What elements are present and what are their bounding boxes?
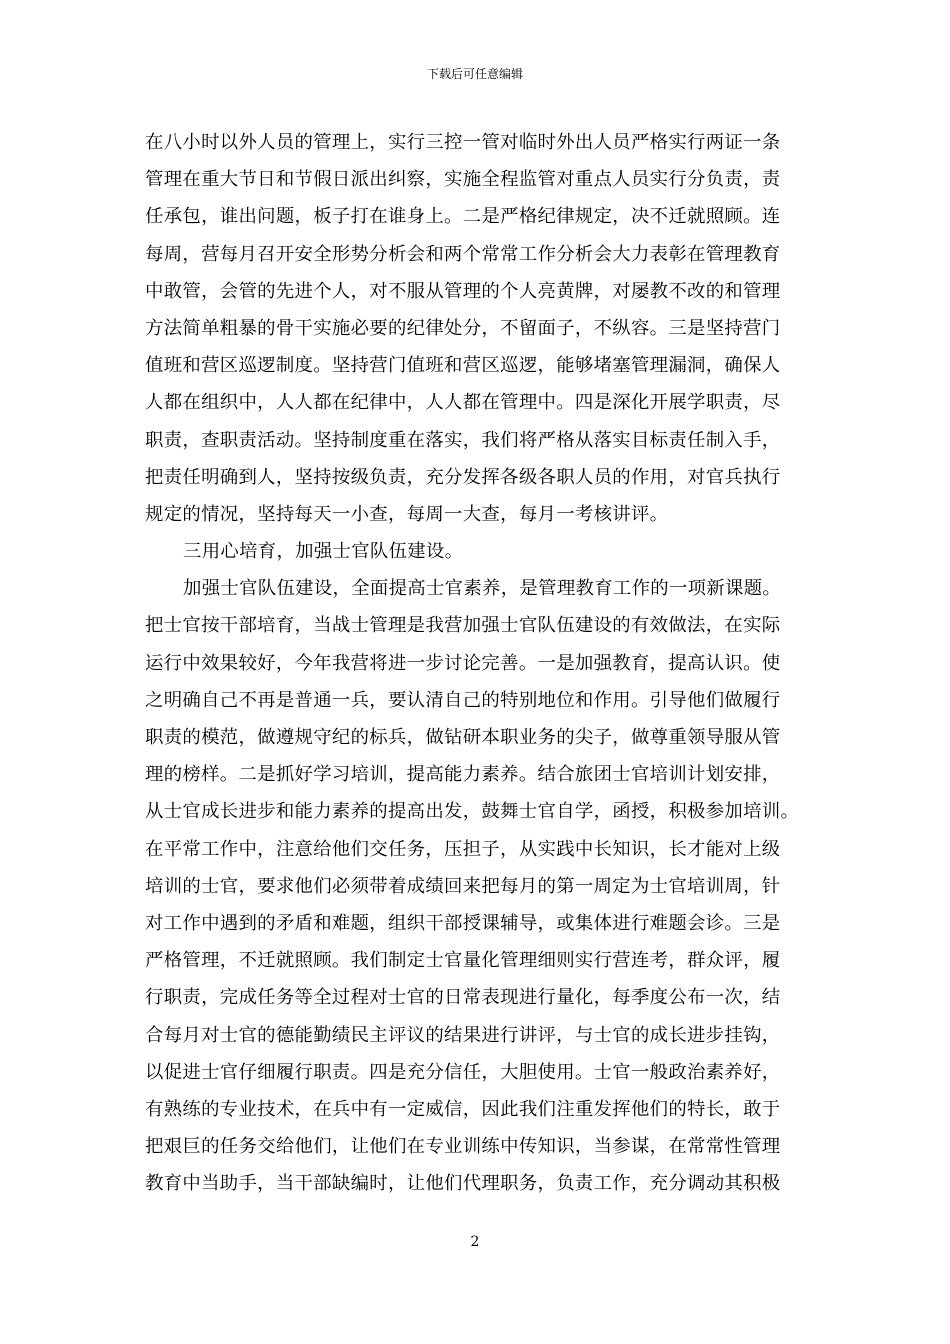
document-body (145, 124, 809, 1202)
text-line: 职责的模范，做遵规守纪的标兵，做钻研本职业务的尖子，做尊重领导服从管 (145, 727, 781, 748)
text-line: 加强士官队伍建设，全面提高士官素养，是管理教育工作的一项新课题。 (183, 578, 782, 600)
text-line: 合每月对士官的德能勤绩民主评议的结果进行讲评，与士官的成长进步挂钩， (145, 1024, 781, 1046)
header-text: 下载后可任意编辑 (426, 67, 523, 81)
text-line: 培训的士官，要求他们必须带着成绩回来把每月的第一周定为士官培训周，针 (145, 875, 781, 897)
text-line: 规定的情况，坚持每天一小查，每周一大查，每月一考核讲评。 (145, 503, 669, 525)
page-header (0, 66, 950, 82)
text-line: 在平常工作中，注意给他们交任务，压担子，从实践中长知识，长才能对上级 (145, 838, 781, 860)
text-line: 职责，查职责活动。坚持制度重在落实，我们将严格从落实目标责任制入手， (145, 429, 781, 451)
text-line: 之明确自己不再是普通一兵，要认清自己的特别地位和作用。引导他们做履行 (145, 689, 781, 711)
text-line: 中敢管，会管的先进个人，对不服从管理的个人亮黄牌，对屡教不改的和管理 (145, 280, 781, 302)
text-line: 三用心培育，加强士官队伍建设。 (183, 541, 464, 563)
text-line: 对工作中遇到的矛盾和难题，组织干部授课辅导，或集体进行难题会诊。三是 (145, 912, 781, 934)
text-line: 任承包，谁出问题，板子打在谁身上。二是严格纪律规定，决不迁就照顾。连 (145, 206, 781, 228)
text-line: 管理在重大节日和节假日派出纠察，实施全程监管对重点人员实行分负责，责 (145, 169, 781, 191)
text-line: 把责任明确到人，坚持按级负责，充分发挥各级各职人员的作用，对官兵执行 (145, 466, 781, 488)
text-line: 以促进士官仔细履行职责。四是充分信任，大胆使用。士官一般政治素养好， (145, 1061, 781, 1083)
text-line: 每周，营每月召开安全形势分析会和两个常常工作分析会大力表彰在管理教育 (145, 243, 781, 265)
text-line: 把艰巨的任务交给他们，让他们在专业训练中传知识，当参谋，在常常性管理 (145, 1136, 781, 1158)
text-line: 行职责，完成任务等全过程对士官的日常表现进行量化，每季度公布一次，结 (145, 987, 781, 1009)
text-line: 运行中效果较好，今年我营将进一步讨论完善。一是加强教育，提高认识。使 (145, 652, 781, 674)
text-line: 人都在组织中，人人都在纪律中，人人都在管理中。四是深化开展学职责，尽 (145, 392, 781, 414)
text-line: 在八小时以外人员的管理上，实行三控一管对临时外出人员严格实行两证一条 (145, 132, 781, 153)
page-footer (0, 1234, 950, 1250)
text-line: 值班和营区巡逻制度。坚持营门值班和营区巡逻，能够堵塞管理漏洞，确保人 (145, 355, 781, 377)
text-line: 从士官成长进步和能力素养的提高出发，鼓舞士官自学，函授，积极参加培训。 (145, 801, 800, 823)
page-number: 2 (470, 1234, 480, 1250)
text-line: 严格管理，不迁就照顾。我们制定士官量化管理细则实行营连考，群众评，履 (145, 950, 781, 972)
text-line: 方法简单粗暴的骨干实施必要的纪律处分，不留面子，不纵容。三是坚持营门 (145, 317, 781, 339)
text-line: 有熟练的专业技术，在兵中有一定威信，因此我们注重发挥他们的特长，敢于 (145, 1098, 781, 1120)
text-line: 把士官按干部培育，当战士管理是我营加强士官队伍建设的有效做法，在实际 (145, 615, 781, 637)
text-line: 教育中当助手，当干部缺编时，让他们代理职务，负责工作，充分调动其积极 (145, 1173, 781, 1195)
text-line: 理的榜样。二是抓好学习培训，提高能力素养。结合旅团士官培训计划安排， (145, 764, 781, 786)
